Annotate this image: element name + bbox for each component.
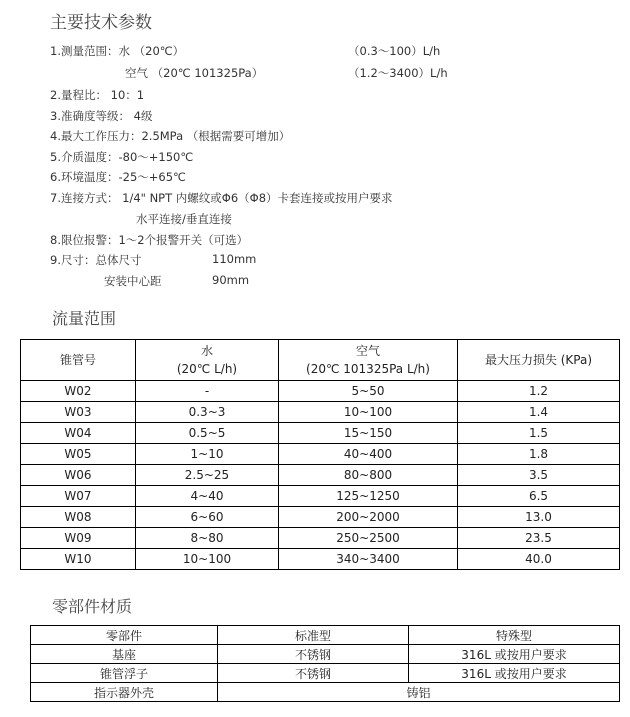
tube-cell: W02 bbox=[21, 381, 136, 402]
tube-cell: W08 bbox=[21, 507, 136, 528]
water-cell: 10~100 bbox=[136, 549, 279, 570]
tube-cell: W09 bbox=[21, 528, 136, 549]
standard-cell: 不锈钢 bbox=[218, 645, 409, 664]
table-row bbox=[31, 645, 620, 664]
main-title: 主要技术参数 bbox=[50, 13, 152, 33]
table-row bbox=[21, 381, 620, 402]
spec-line-6: 6.环境温度：-25～+65℃ bbox=[50, 170, 186, 184]
water-cell: 8~80 bbox=[136, 528, 279, 549]
spec-line-1b-value: （1.2～3400）L/h bbox=[348, 66, 448, 80]
pressure-cell: 13.0 bbox=[458, 507, 620, 528]
standard-cell: 不锈钢 bbox=[218, 664, 409, 683]
pressure-cell: 1.2 bbox=[458, 381, 620, 402]
spec-line-2: 2.量程比： 10：1 bbox=[50, 88, 145, 102]
tube-cell: W04 bbox=[21, 423, 136, 444]
spec-line-9b-value: 90mm bbox=[212, 273, 250, 287]
spec-line-1: 1.测量范围：水 （20℃） bbox=[50, 44, 185, 58]
spec-line-7b: 水平连接/垂直连接 bbox=[136, 212, 232, 226]
air-cell: 10~100 bbox=[279, 402, 458, 423]
table-row bbox=[21, 402, 620, 423]
flow-header-air bbox=[279, 340, 458, 381]
table-row bbox=[21, 465, 620, 486]
table-row bbox=[21, 444, 620, 465]
spec-line-5: 5.介质温度：-80～+150℃ bbox=[50, 150, 194, 164]
materials-header-standard: 标准型 bbox=[218, 626, 409, 645]
pressure-cell: 40.0 bbox=[458, 549, 620, 570]
table-row bbox=[21, 507, 620, 528]
materials-title: 零部件材质 bbox=[52, 597, 133, 616]
table-row bbox=[21, 423, 620, 444]
flow-header-air-unit: (20℃ 101325Pa L/h) bbox=[306, 362, 430, 376]
spec-line-9b: 安装中心距 bbox=[104, 274, 162, 288]
special-cell: 316L 或按用户要求 bbox=[409, 664, 620, 683]
water-cell: 6~60 bbox=[136, 507, 279, 528]
flow-header-water-unit: (20℃ L/h) bbox=[176, 362, 238, 376]
materials-table bbox=[30, 625, 620, 702]
flow-table-header-row bbox=[21, 340, 620, 381]
air-cell: 40~400 bbox=[279, 444, 458, 465]
table-row bbox=[31, 664, 620, 683]
water-cell: 0.3~3 bbox=[136, 402, 279, 423]
spec-line-1b: 空气 （20℃ 101325Pa） bbox=[125, 66, 264, 80]
flow-range-table bbox=[20, 339, 620, 570]
table-row bbox=[21, 528, 620, 549]
spec-line-1-value: （0.3～100）L/h bbox=[348, 44, 441, 58]
water-cell: 4~40 bbox=[136, 486, 279, 507]
flow-header-pressure-loss: 最大压力损失 (KPa) bbox=[458, 340, 620, 381]
flow-header-water bbox=[136, 340, 279, 381]
flow-header-water-title: 水 bbox=[200, 344, 213, 358]
air-cell: 250~2500 bbox=[279, 528, 458, 549]
pressure-cell: 1.8 bbox=[458, 444, 620, 465]
tube-cell: W05 bbox=[21, 444, 136, 465]
part-cell: 基座 bbox=[31, 645, 218, 664]
air-cell: 15~150 bbox=[279, 423, 458, 444]
flow-range-title: 流量范围 bbox=[52, 309, 117, 328]
material-merged-cell: 铸铝 bbox=[218, 683, 620, 702]
flow-header-tube: 锥管号 bbox=[21, 340, 136, 381]
air-cell: 125~1250 bbox=[279, 486, 458, 507]
water-cell: 2.5~25 bbox=[136, 465, 279, 486]
materials-header-row bbox=[31, 626, 620, 645]
table-row bbox=[21, 549, 620, 570]
pressure-cell: 23.5 bbox=[458, 528, 620, 549]
tube-cell: W03 bbox=[21, 402, 136, 423]
air-cell: 200~2000 bbox=[279, 507, 458, 528]
table-row bbox=[31, 683, 620, 702]
flow-header-air-title: 空气 bbox=[355, 344, 380, 358]
special-cell: 316L 或按用户要求 bbox=[409, 645, 620, 664]
pressure-cell: 6.5 bbox=[458, 486, 620, 507]
pressure-cell: 1.5 bbox=[458, 423, 620, 444]
spec-line-8: 8.限位报警：1～2个报警开关（可选） bbox=[50, 233, 249, 247]
part-cell: 锥管浮子 bbox=[31, 664, 218, 683]
water-cell: 0.5~5 bbox=[136, 423, 279, 444]
tube-cell: W10 bbox=[21, 549, 136, 570]
air-cell: 5~50 bbox=[279, 381, 458, 402]
spec-line-3: 3.准确度等级： 4级 bbox=[50, 109, 153, 123]
air-cell: 340~3400 bbox=[279, 549, 458, 570]
spec-line-4: 4.最大工作压力：2.5MPa （根据需要可增加） bbox=[50, 129, 291, 143]
water-cell: - bbox=[136, 381, 279, 402]
table-row bbox=[21, 486, 620, 507]
spec-line-9: 9.尺寸：总体尺寸 bbox=[50, 253, 142, 267]
spec-line-7: 7.连接方式： 1/4" NPT 内螺纹或Φ6（Φ8）卡套连接或按用户要求 bbox=[50, 191, 393, 205]
materials-header-special: 特殊型 bbox=[409, 626, 620, 645]
tube-cell: W07 bbox=[21, 486, 136, 507]
part-cell: 指示器外壳 bbox=[31, 683, 218, 702]
tube-cell: W06 bbox=[21, 465, 136, 486]
spec-line-9-value: 110mm bbox=[212, 252, 257, 266]
pressure-cell: 1.4 bbox=[458, 402, 620, 423]
materials-header-part: 零部件 bbox=[31, 626, 218, 645]
water-cell: 1~10 bbox=[136, 444, 279, 465]
air-cell: 80~800 bbox=[279, 465, 458, 486]
pressure-cell: 3.5 bbox=[458, 465, 620, 486]
